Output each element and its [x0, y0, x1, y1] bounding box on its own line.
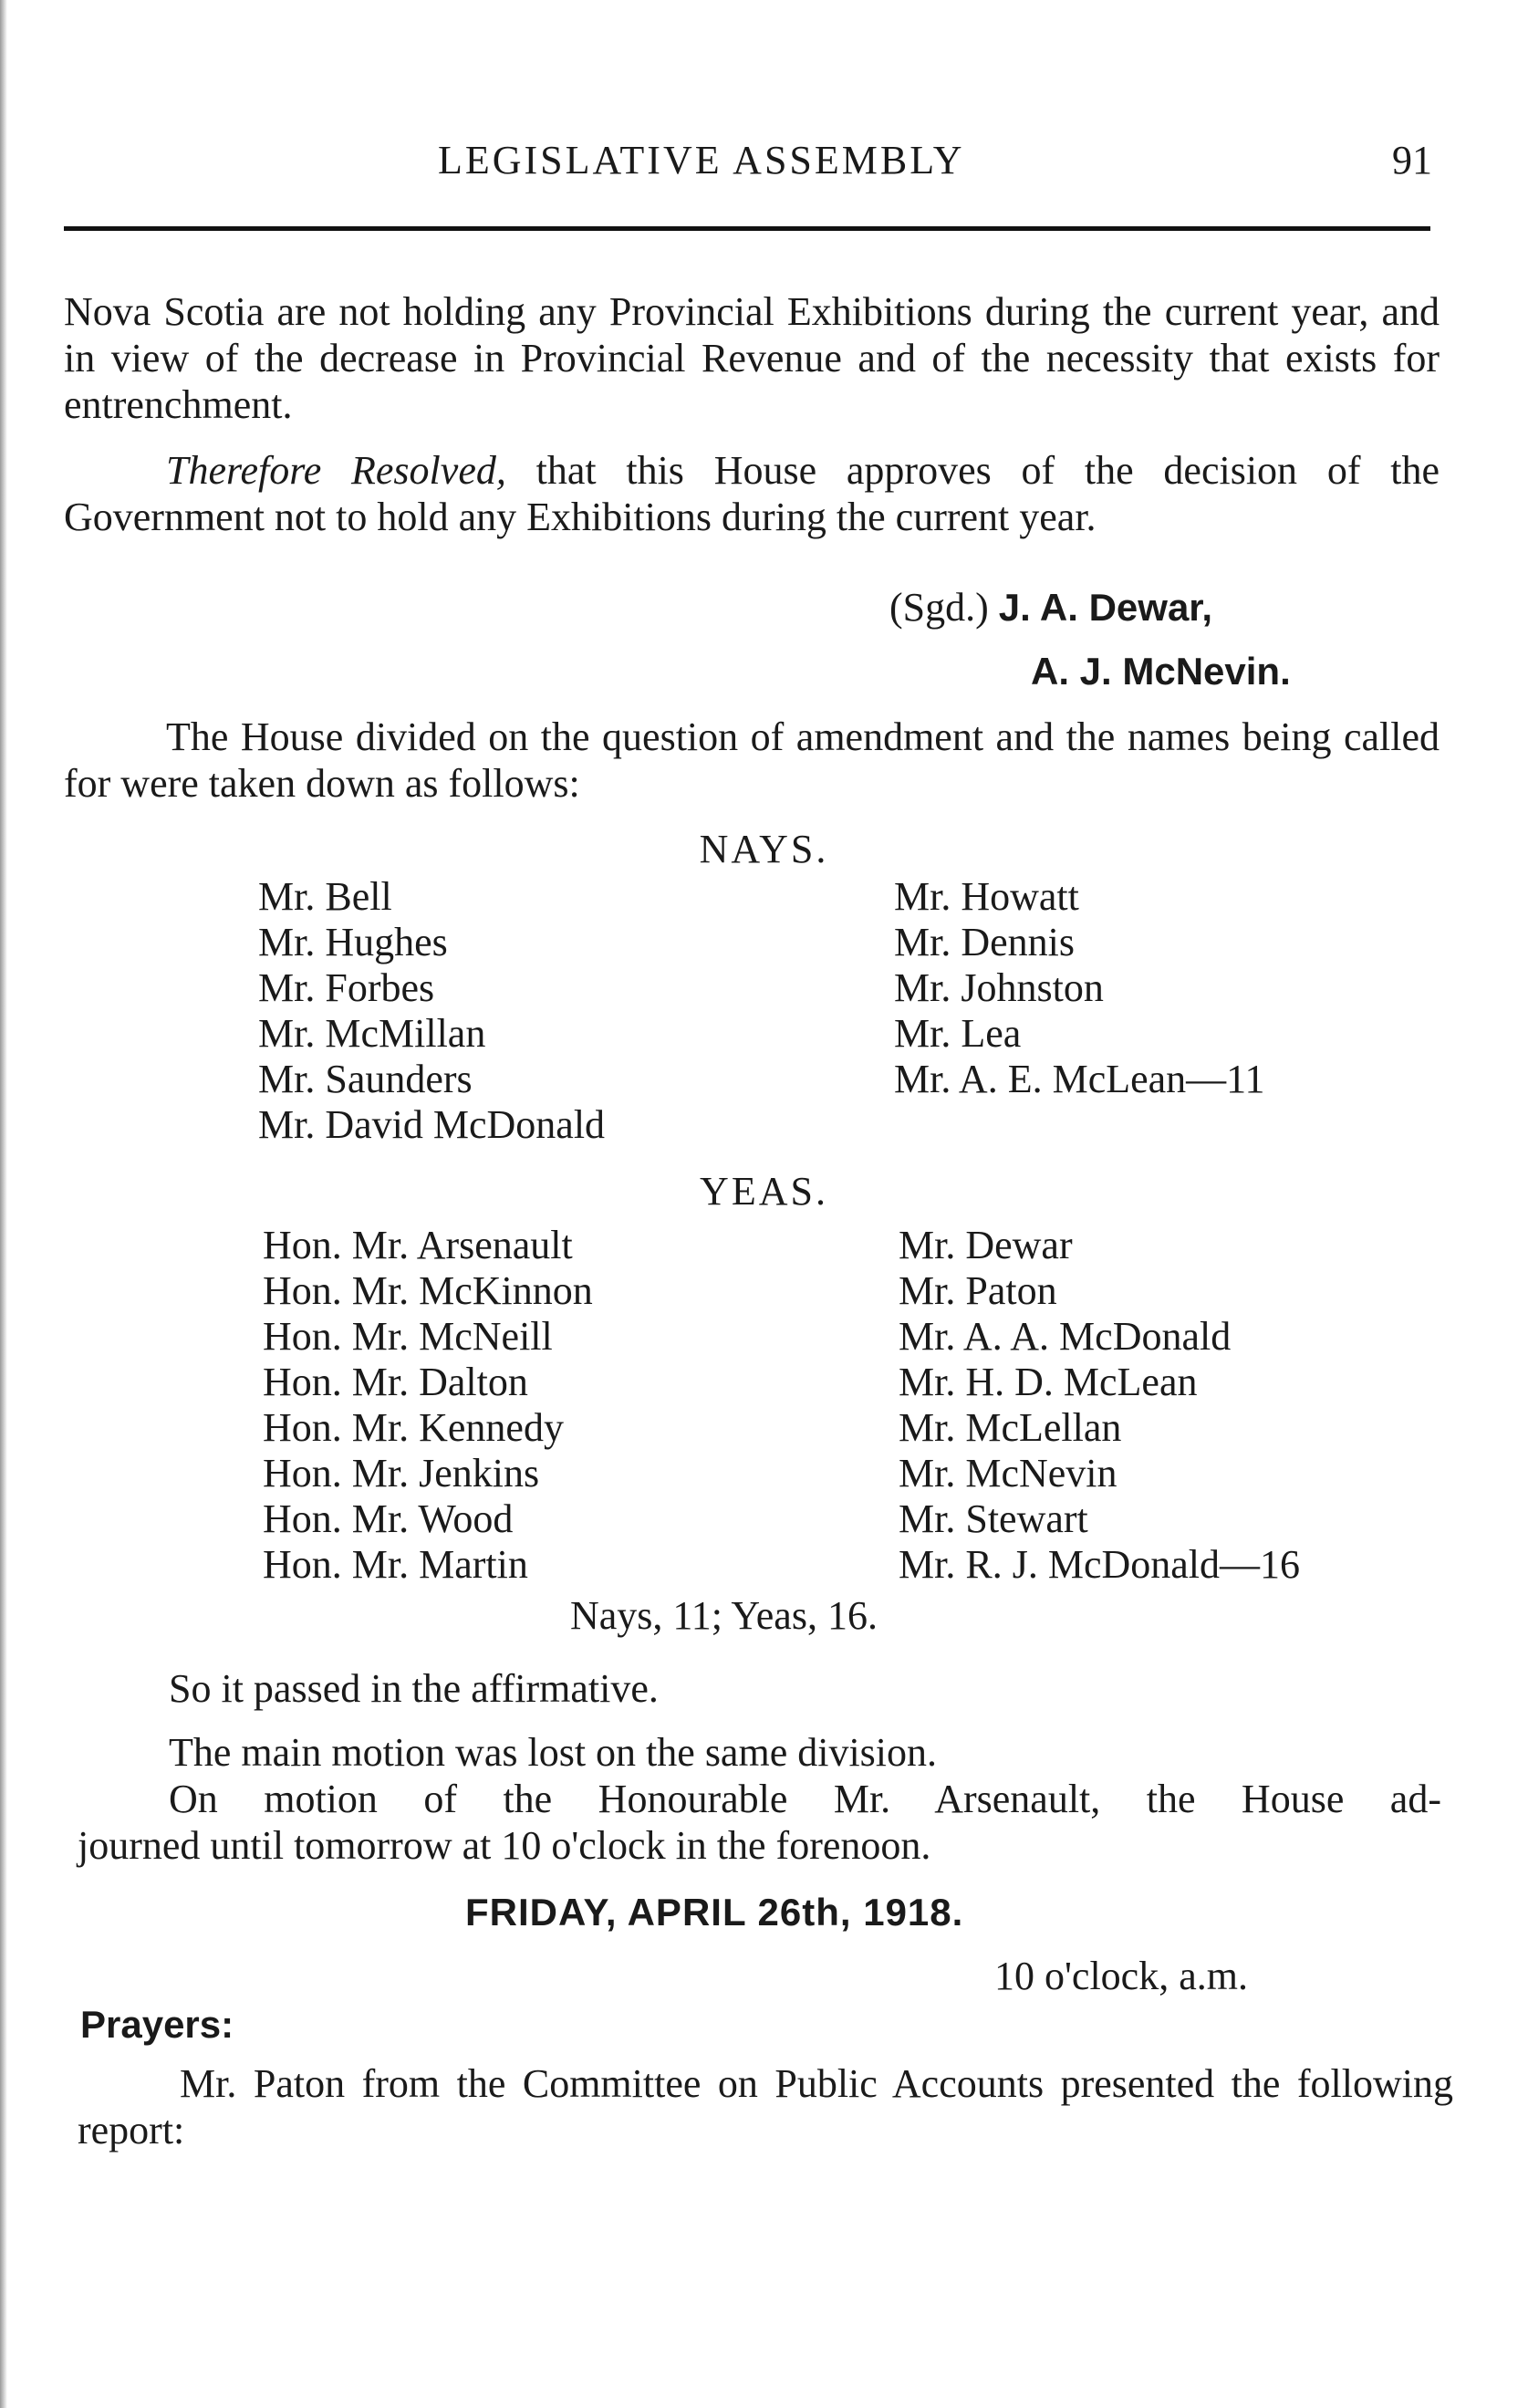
- session-time: 10 o'clock, a.m.: [994, 1954, 1248, 1998]
- signature-name-dewar: J. A. Dewar,: [998, 586, 1213, 629]
- member-name: Mr. McLellan: [899, 1405, 1122, 1450]
- signature-name-mcnevin: A. J. McNevin.: [1031, 650, 1291, 693]
- member-name: Mr. R. J. McDonald—16: [899, 1542, 1300, 1587]
- member-name: Hon. Mr. Arsenault: [263, 1223, 573, 1267]
- prayers-label: Prayers:: [80, 2003, 234, 2046]
- member-name: Mr. Paton: [899, 1268, 1057, 1313]
- member-name: Mr. H. D. McLean: [899, 1360, 1198, 1404]
- member-name: Hon. Mr. Kennedy: [263, 1405, 564, 1450]
- member-name: Mr. Hughes: [258, 920, 448, 964]
- member-name: Mr. Howatt: [894, 874, 1079, 919]
- member-name: Mr. McNevin: [899, 1451, 1117, 1496]
- vote-tally: Nays, 11; Yeas, 16.: [570, 1593, 878, 1638]
- member-name: Hon. Mr. McNeill: [263, 1314, 553, 1359]
- resolved-text: that this House approves of the decision of the Government not to hold any Exhibitions during the current year.: [64, 448, 1440, 539]
- paragraph-nova-scotia: Nova Scotia are not holding any Provincial Exhibitions during the current year, and in view of the decrease in Provincial Revenue and of the necessity that exists for entrenchment.: [64, 289, 1440, 427]
- resolved-italic: Therefore Resolved,: [166, 448, 506, 493]
- member-name: Hon. Mr. McKinnon: [263, 1268, 593, 1313]
- running-title: LEGISLATIVE ASSEMBLY: [438, 138, 965, 182]
- member-name: Hon. Mr. Jenkins: [263, 1451, 540, 1496]
- member-name: Mr. Stewart: [899, 1496, 1088, 1541]
- member-name: Mr. Johnston: [894, 965, 1104, 1010]
- member-name: Hon. Mr. Wood: [263, 1496, 514, 1541]
- member-name: Mr. A. A. McDonald: [899, 1314, 1232, 1359]
- adjourn-line-2: journed until tomorrow at 10 o'clock in the forenoon.: [78, 1823, 931, 1868]
- header-rule: [64, 226, 1430, 231]
- adjourn-line-1: On motion of the Honourable Mr. Arsenault, the House ad-: [169, 1777, 1441, 1821]
- passed-affirmative: So it passed in the affirmative.: [169, 1666, 659, 1711]
- signature-line-1: [889, 584, 1212, 631]
- member-name: Mr. David McDonald: [258, 1102, 606, 1147]
- signature-line-2: [1031, 648, 1291, 694]
- member-name: Mr. Saunders: [258, 1057, 473, 1101]
- member-name: Mr. Forbes: [258, 965, 435, 1010]
- nays-heading: NAYS.: [699, 827, 829, 871]
- session-date-heading: FRIDAY, APRIL 26th, 1918.: [465, 1891, 964, 1934]
- yeas-heading: YEAS.: [700, 1169, 828, 1214]
- page-header: [64, 137, 1432, 201]
- yeas-right-column: [899, 1223, 1300, 1588]
- member-name: Mr. Dewar: [899, 1223, 1073, 1267]
- member-name: Hon. Mr. Martin: [263, 1542, 528, 1587]
- member-name: Mr. Lea: [894, 1011, 1022, 1056]
- paragraph-division: The House divided on the question of amendment and the names being called for were taken down as follows:: [64, 714, 1440, 806]
- nays-right-column: [894, 874, 1265, 1102]
- main-motion-lost: The main motion was lost on the same division.: [169, 1730, 938, 1775]
- nays-left-column: [258, 874, 605, 1148]
- yeas-left-column: [263, 1223, 593, 1588]
- paragraph-resolved: [64, 447, 1440, 540]
- member-name: Mr. McMillan: [258, 1011, 486, 1056]
- page-number: 91: [1392, 138, 1432, 182]
- signature-prefix: (Sgd.): [889, 585, 989, 630]
- member-name: Mr. Bell: [258, 874, 392, 919]
- member-name: Hon. Mr. Dalton: [263, 1360, 528, 1404]
- member-name: Mr. Dennis: [894, 920, 1075, 964]
- paragraph-report: Mr. Paton from the Committee on Public Accounts presented the following report:: [78, 2061, 1453, 2153]
- member-name: Mr. A. E. McLean—11: [894, 1057, 1265, 1101]
